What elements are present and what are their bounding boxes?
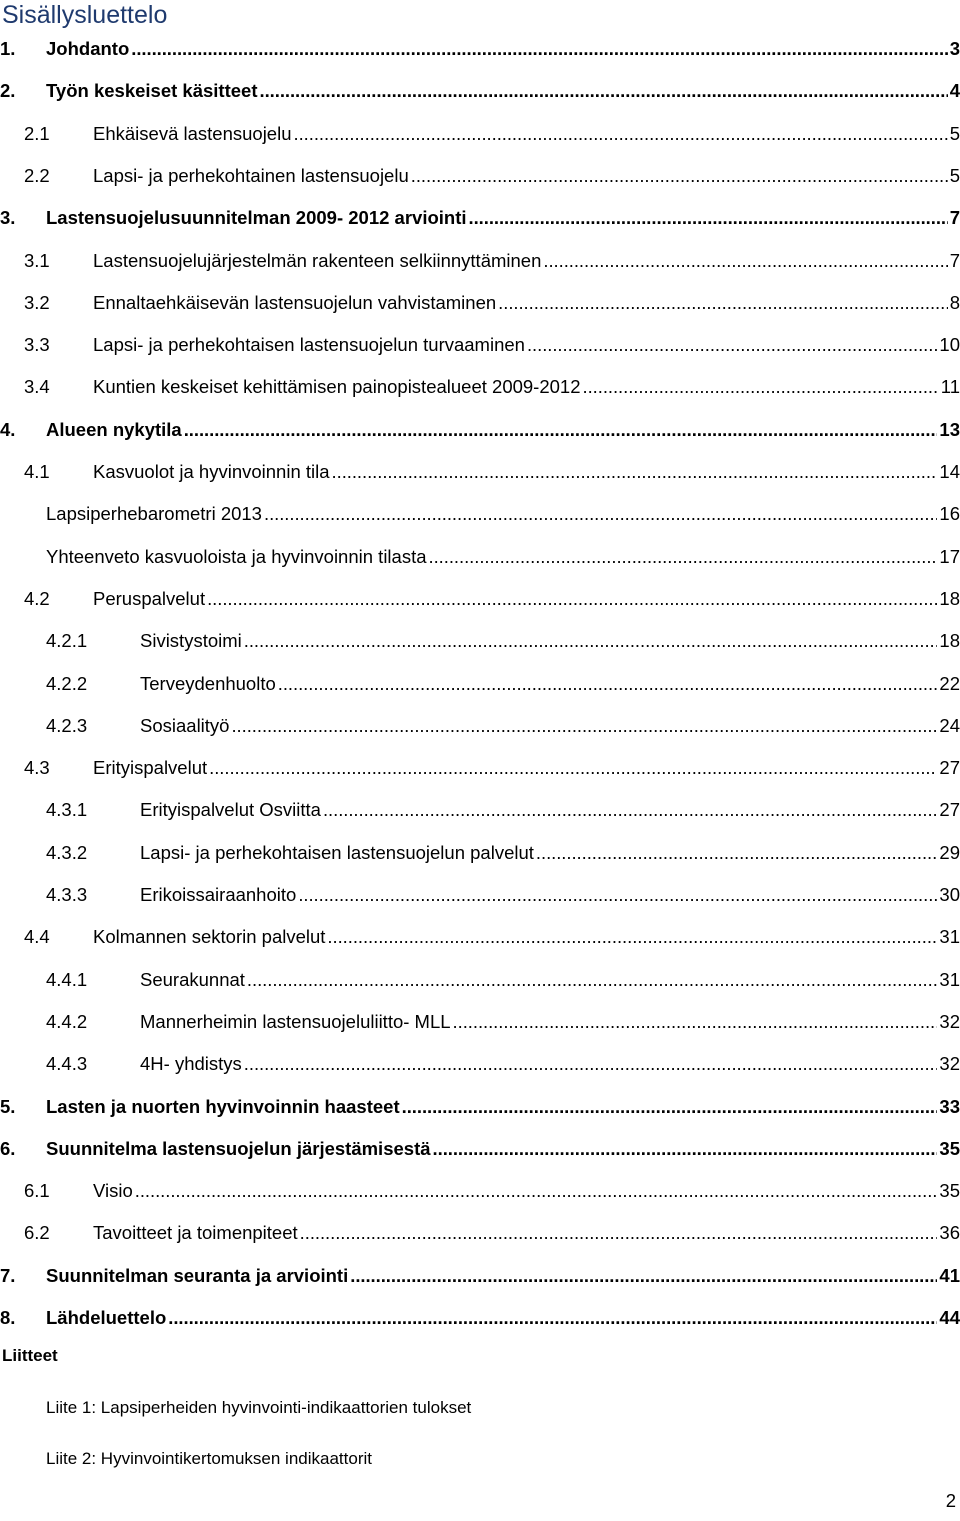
toc-entry-number: 8. — [0, 1307, 16, 1328]
toc-entry[interactable] — [0, 795, 960, 825]
toc-entry[interactable] — [0, 119, 960, 149]
dot-leader — [453, 1007, 938, 1037]
toc-entry[interactable] — [0, 457, 960, 487]
toc-entry-page: 3 — [949, 38, 960, 59]
toc-entry-title: Ennaltaehkäisevän lastensuojelun vahvistaminen — [93, 291, 497, 313]
toc-entry[interactable] — [0, 1134, 960, 1164]
toc-entry[interactable] — [0, 1261, 960, 1291]
page-number: 2 — [945, 1490, 956, 1511]
toc-entry-title: Terveydenhuolto — [140, 672, 276, 694]
toc-entry-number: 3. — [0, 207, 16, 229]
toc-entry-page: 30 — [939, 884, 960, 905]
dot-leader — [402, 1092, 938, 1122]
toc-entry-title: Seurakunnat — [140, 968, 245, 990]
toc-title: Sisällysluettelo — [2, 1, 168, 29]
dot-leader — [184, 415, 938, 445]
toc-entry-number: 1. — [0, 38, 16, 59]
toc-entry-title: Suunnitelman seuranta ja arviointi — [46, 1264, 349, 1286]
dot-leader — [350, 1261, 937, 1291]
toc-entry[interactable] — [0, 880, 960, 910]
toc-entry-page: 35 — [939, 1180, 960, 1202]
toc-entry-title: Erityispalvelut Osviitta — [140, 799, 321, 821]
toc-entry[interactable] — [0, 542, 960, 572]
toc-entry-page: 22 — [939, 672, 960, 694]
appendices-heading: Liitteet — [2, 1346, 58, 1365]
toc-entry-page: 5 — [949, 164, 960, 186]
dot-leader — [433, 1134, 938, 1164]
toc-entry-title: Visio — [93, 1180, 133, 1202]
toc-entry-number: 4.2.2 — [46, 672, 88, 694]
toc-entry-page: 10 — [939, 334, 960, 356]
dot-leader — [294, 119, 948, 149]
toc-entry-title: Lastensuojelusuunnitelman 2009- 2012 arviointi — [46, 207, 467, 229]
dot-leader — [543, 246, 947, 276]
toc-entry-number: 7. — [0, 1264, 16, 1286]
dot-leader — [469, 203, 948, 233]
toc-entry-title: Lasten ja nuorten hyvinvoinnin haasteet — [46, 1095, 400, 1117]
toc-entry[interactable] — [0, 372, 960, 402]
toc-entry-number: 4.1 — [24, 461, 50, 482]
toc-entry-page: 33 — [939, 1095, 960, 1117]
toc-entry-page: 27 — [939, 757, 960, 779]
toc-entry-number: 4.4.2 — [46, 1010, 88, 1032]
toc-entry-page: 18 — [939, 587, 960, 609]
toc-entry[interactable] — [0, 415, 960, 445]
dot-leader — [247, 965, 938, 995]
toc-entry-title: Lapsi- ja perhekohtainen lastensuojelu — [93, 164, 409, 186]
toc-entry-page: 7 — [949, 207, 960, 229]
toc-entry-title: Erityispalvelut — [93, 757, 208, 779]
dot-leader — [168, 1303, 937, 1333]
toc-entry-title: Erikoissairaanhoito — [140, 884, 297, 905]
toc-entry-page: 31 — [939, 968, 960, 990]
toc-entry[interactable] — [0, 669, 960, 699]
toc-entry-number: 4.4 — [24, 926, 50, 948]
toc-entry-page: 11 — [940, 376, 960, 398]
toc-entry-number: 4.2.3 — [46, 714, 88, 736]
toc-entry-number: 4.3.1 — [46, 799, 88, 821]
toc-entry-number: 4.3.2 — [46, 841, 88, 863]
toc-entry[interactable] — [0, 1007, 960, 1037]
toc-entry[interactable] — [0, 1176, 960, 1206]
toc-entry-title: Työn keskeiset käsitteet — [46, 80, 258, 102]
toc-entry-number: 5. — [0, 1095, 16, 1117]
toc-entry[interactable] — [0, 1218, 960, 1248]
dot-leader — [411, 161, 948, 191]
toc-entry-title: Sosiaalityö — [140, 714, 230, 736]
dot-leader — [278, 669, 938, 699]
toc-entry-page: 13 — [939, 418, 960, 440]
dot-leader — [260, 76, 948, 106]
toc-entry-title: Kuntien keskeiset kehittämisen painopistealueet 2009-2012 — [93, 376, 581, 398]
dot-leader — [536, 838, 938, 868]
dot-leader — [244, 1049, 938, 1079]
toc-entry-number: 4.4.1 — [46, 968, 88, 990]
dot-leader — [298, 880, 937, 910]
toc-entry-title: Suunnitelma lastensuojelun järjestämisestä — [46, 1137, 431, 1159]
toc-entry-page: 36 — [939, 1222, 960, 1244]
toc-entry-number: 3.4 — [24, 376, 50, 398]
toc-entry[interactable] — [0, 499, 960, 529]
dot-leader — [332, 457, 938, 487]
dot-leader — [498, 288, 948, 318]
toc-entry-number: 4.3 — [24, 757, 50, 779]
dot-leader — [327, 922, 937, 952]
toc-entry-title: Mannerheimin lastensuojeluliitto- MLL — [140, 1010, 451, 1032]
toc-entry-page: 32 — [939, 1010, 960, 1032]
dot-leader — [209, 753, 937, 783]
dot-leader — [323, 795, 937, 825]
toc-entry[interactable] — [0, 203, 960, 233]
toc-entry-title: 4H- yhdistys — [140, 1053, 242, 1075]
dot-leader — [231, 711, 937, 741]
dot-leader — [583, 372, 939, 402]
toc-entry-title: Yhteenveto kasvuoloista ja hyvinvoinnin tilasta — [46, 545, 427, 567]
toc-entry-number: 6.1 — [24, 1180, 50, 1202]
toc-entry-title: Johdanto — [46, 38, 130, 59]
toc-entry-page: 5 — [949, 122, 960, 144]
toc-entry-number: 2.1 — [24, 122, 50, 144]
toc-entry[interactable] — [0, 838, 960, 868]
toc-entry-title: Kolmannen sektorin palvelut — [93, 926, 326, 948]
toc-entry-number: 6. — [0, 1137, 16, 1159]
toc-entry[interactable] — [0, 965, 960, 995]
toc-entry-page: 4 — [949, 80, 960, 102]
toc-entry[interactable] — [0, 584, 960, 614]
dot-leader — [131, 34, 947, 64]
toc-entry-title: Sivistystoimi — [140, 630, 242, 652]
dot-leader — [135, 1176, 938, 1206]
toc-entry-number: 4.3.3 — [46, 884, 88, 905]
toc-entry[interactable] — [0, 34, 960, 64]
toc-entry[interactable] — [0, 711, 960, 741]
toc-entry-number: 2. — [0, 80, 16, 102]
toc-entry-page: 35 — [939, 1137, 960, 1159]
toc-entry-title: Lapsi- ja perhekohtaisen lastensuojelun palvelut — [140, 841, 534, 863]
toc-entry-page: 31 — [939, 926, 960, 948]
appendix-item-1: Liite 1: Lapsiperheiden hyvinvointi-indikaattorien tulokset — [46, 1398, 472, 1417]
toc-entry-number: 4. — [0, 418, 16, 440]
dot-leader — [264, 499, 937, 529]
toc-entry[interactable] — [0, 161, 960, 191]
toc-entry[interactable] — [0, 246, 960, 276]
appendix-item-2: Liite 2: Hyvinvointikertomuksen indikaattorit — [46, 1449, 372, 1468]
toc-entry-page: 8 — [949, 291, 960, 313]
dot-leader — [527, 330, 937, 360]
toc-entry[interactable] — [0, 1303, 960, 1333]
toc-entry-page: 41 — [939, 1264, 960, 1286]
toc-entry-page: 24 — [939, 714, 960, 736]
dot-leader — [429, 542, 938, 572]
toc-entry-page: 16 — [939, 503, 960, 525]
toc-entry-title: Lapsi- ja perhekohtaisen lastensuojelun turvaaminen — [93, 334, 525, 356]
toc-entry-title: Peruspalvelut — [93, 587, 206, 609]
toc-entry[interactable] — [0, 288, 960, 318]
toc-entry[interactable] — [0, 330, 960, 360]
toc-entry-page: 18 — [939, 630, 960, 652]
toc-entry-page: 32 — [939, 1053, 960, 1075]
toc-entry[interactable] — [0, 626, 960, 656]
toc-entry-title: Ehkäisevä lastensuojelu — [93, 122, 292, 144]
toc-entry[interactable] — [0, 753, 960, 783]
dot-leader — [244, 626, 938, 656]
toc-entry-page: 44 — [939, 1307, 960, 1328]
toc-entry-number: 3.2 — [24, 291, 50, 313]
toc-entry-number: 4.2 — [24, 587, 50, 609]
toc-entry[interactable] — [0, 76, 960, 106]
toc-entry-number: 6.2 — [24, 1222, 50, 1244]
toc-entry-number: 2.2 — [24, 164, 50, 186]
toc-entry-number: 3.3 — [24, 334, 50, 356]
toc-entry-number: 4.4.3 — [46, 1053, 88, 1075]
toc-entry-page: 14 — [939, 461, 960, 482]
toc-entry-title: Tavoitteet ja toimenpiteet — [93, 1222, 298, 1244]
toc-entry-page: 17 — [939, 545, 960, 567]
toc-entry-page: 27 — [939, 799, 960, 821]
toc-entry-title: Lapsiperhebarometri 2013 — [46, 503, 262, 525]
toc-entry[interactable] — [0, 1092, 960, 1122]
toc-entry-page: 7 — [949, 249, 960, 271]
toc-entry-number: 3.1 — [24, 249, 50, 271]
toc-entry-number: 4.2.1 — [46, 630, 88, 652]
toc-entry-title: Lastensuojelujärjestelmän rakenteen selkiinnyttäminen — [93, 249, 542, 271]
dot-leader — [300, 1218, 938, 1248]
toc-entry-title: Alueen nykytila — [46, 418, 182, 440]
toc-entry[interactable] — [0, 922, 960, 952]
toc-entry-title: Kasvuolot ja hyvinvoinnin tila — [93, 461, 330, 482]
toc-entry-page: 29 — [939, 841, 960, 863]
toc-entry[interactable] — [0, 1049, 960, 1079]
toc-entry-title: Lähdeluettelo — [46, 1307, 167, 1328]
dot-leader — [207, 584, 937, 614]
